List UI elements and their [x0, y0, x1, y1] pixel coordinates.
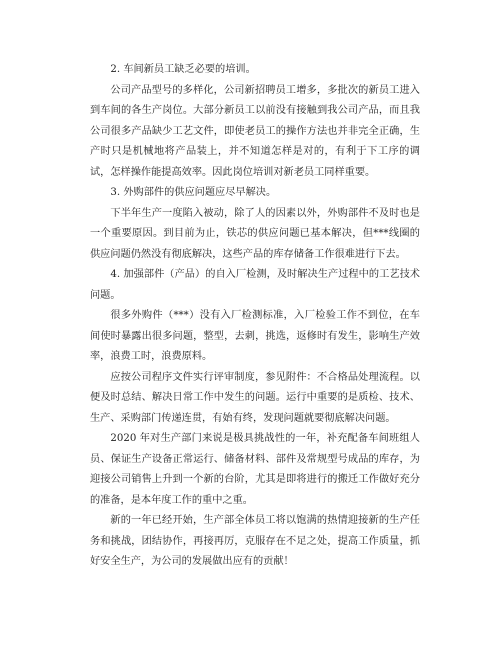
paragraph: 公司产品型号的多样化，公司新招聘员工增多，多批次的新员工进入到车间的各生产岗位。大部分新员工以前没有接触到我公司产品，而且我公司很多产品缺少工艺文件，即使老员工的操作方法也并非完全正确，生产时只是机械地将产品装上，并不知道怎样是对的，有利于下工序的调试，怎样操作能提高效率。因此岗位培训对新老员工同样重要。: [90, 84, 420, 178]
paragraph: 下半年生产一度陷入被动，除了人的因素以外，外购部件不及时也是一个重要原因。到目前为止，铁芯的供应问题已基本解决，但***线圈的供应问题仍然没有彻底解决，这些产品的库存储备工作很难进行下去。: [90, 207, 420, 260]
paragraph: 2020 年对生产部门来说是极具挑战性的一年，补充配备车间班组人员、保证生产设备正常运行、储备材料、部件及常规型号成品的库存，为迎接公司销售上升到一个新的台阶，尤其是即将进行的搬迁工作做好充分的准备，是本年度工作的重中之重。: [90, 433, 420, 506]
section-heading-4: 4. 加强部件（产品）的自入厂检测，及时解决生产过程中的工艺技术问题。: [90, 269, 420, 301]
paragraph: 应按公司程序文件实行评审制度，参见附件：不合格品处理流程。以便及时总结、解决日常工作中发生的问题。运行中重要的是质检、技术、生产、采购部门传递连贯，有始有终，发现问题就要彻底解决问题。: [90, 371, 420, 424]
document-body: [90, 60, 420, 573]
closing-paragraph: 新的一年已经开始，生产部全体员工将以饱满的热情迎接新的生产任务和挑战，团结协作，再接再厉，克服存在不足之处，提高工作质量，抓好安全生产，为公司的发展做出应有的贡献！: [90, 515, 420, 567]
paragraph: 很多外购件（***）没有入厂检测标准，入厂检验工作不到位，在车间使时暴露出很多问题，整型，去刺，挑选，返修时有发生，影响生产效率，浪费工时，浪费原料。: [90, 310, 420, 362]
section-heading-2: 2. 车间新员工缺乏必要的培训。: [110, 64, 256, 75]
section-heading-3: 3. 外购部件的供应问题应尽早解决。: [110, 187, 277, 198]
